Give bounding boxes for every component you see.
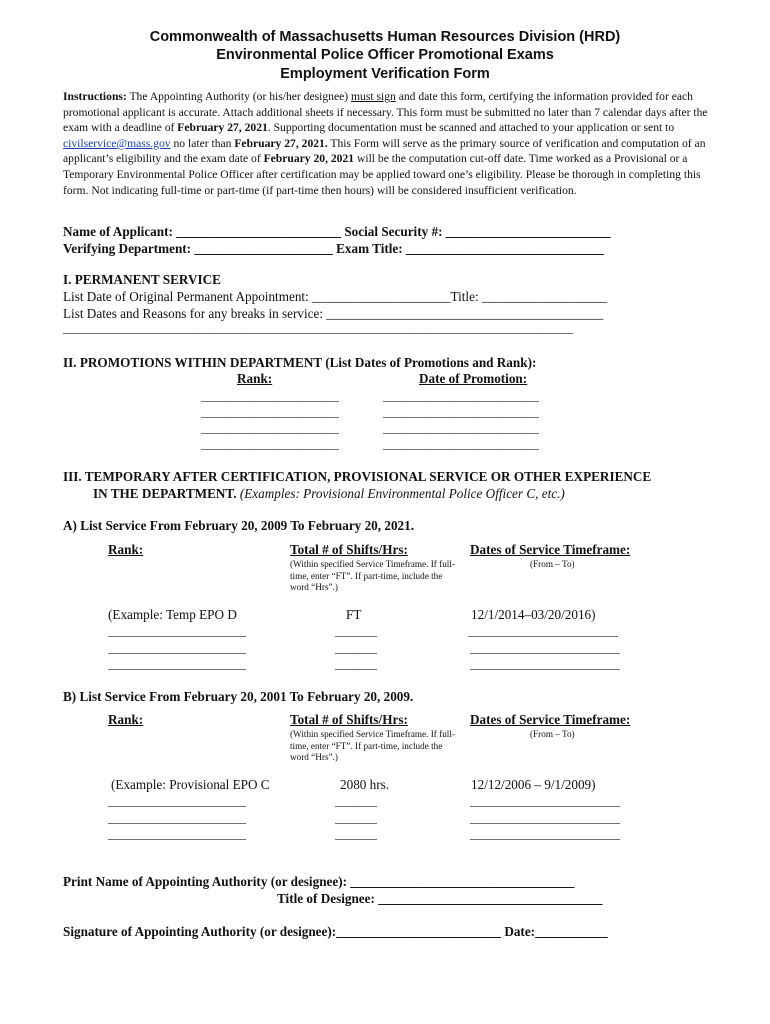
must-sign-text: must sign [351,90,396,103]
form-heading-exam: Environmental Police Officer Promotional Exams [216,47,554,63]
part-a-dates-note: (From – To) [530,559,575,569]
promotion-date-blank[interactable]: __________________________ [383,421,539,435]
promotion-date-header: Date of Promotion: [419,371,528,386]
promotion-date-blank[interactable]: __________________________ [383,389,539,403]
deadline-date: February 27, 2021 [177,121,268,135]
part-b-total-blank[interactable]: _______ [335,827,377,841]
promotion-rank-header: Rank: [237,371,273,386]
instructions-text: no later than [170,136,235,150]
promotion-date-blank[interactable]: __________________________ [383,437,539,451]
print-name-field[interactable]: Print Name of Appointing Authority (or designee): __________________________________ [63,874,575,889]
exam-date: February 20, 2021 [263,152,355,166]
promotion-rank-blank[interactable]: _______________________ [201,437,339,451]
breaks-in-service-continuation[interactable]: ________________________________________________________________________________________ [63,322,574,335]
part-b-dates-blank[interactable]: _________________________ [470,811,620,825]
part-a-rank-blank[interactable]: _______________________ [108,624,246,638]
instructions-text: The Appointing Authority (or his/her designee) [126,90,352,103]
part-b-rank-blank[interactable]: _______________________ [108,794,246,808]
part-b-rank-header: Rank: [108,712,144,727]
instructions-label: Instructions: [63,90,127,103]
part-a-example-total: FT [346,607,362,622]
part-b-example-dates: 12/12/2006 – 9/1/2009) [471,777,596,792]
section-3-title-line-2 [93,486,565,502]
instructions-text: . Supporting documentation must be scanned and attached to your application or sent to [267,121,675,135]
part-a-rank-blank[interactable]: _______________________ [108,657,246,671]
instructions-text: and date this form, certifying the information provided for each promotional applicant is accurate. Attach additional sheets if necessary. This form must be submitted no later than 7 calendar days after the exam with a deadline of [63,90,708,135]
section-2-title: II. PROMOTIONS WITHIN DEPARTMENT (List Dates of Promotions and Rank): [63,355,537,370]
section-3-examples: (Examples: Provisional Environmental Police Officer C, etc.) [236,486,565,501]
part-b-total-header: Total # of Shifts/Hrs: [290,712,408,727]
part-a-total-note: (Within specified Service Timeframe. If full-time, enter “FT”. If part-time, include the word “Hrs”.) [290,559,455,592]
part-b-total-blank[interactable]: _______ [335,811,377,825]
part-a-total-blank[interactable]: _______ [335,641,377,655]
part-b-total-blank[interactable]: _______ [335,794,377,808]
instructions-text: will be the computation cut-off date. Time worked as a Provisional or a Temporary Environmental Police Officer after certification may be applied toward one’s eligibility. Please be thorough in completing this form. Not indicating full-time or part-time (if part-time then hours) will be considered insufficient verification. [63,152,701,197]
applicant-name-ssn-field[interactable]: Name of Applicant: _________________________ Social Security #: _________________________ [63,224,611,239]
promotion-rank-blank[interactable]: _______________________ [201,421,339,435]
part-a-example-rank: (Example: Temp EPO D [108,607,237,622]
part-a-dates-blank[interactable]: _________________________ [470,641,620,655]
part-a-example-dates: 12/1/2014–03/20/2016) [471,607,596,622]
section-1-title: I. PERMANENT SERVICE [63,272,221,287]
part-a-dates-blank[interactable]: _________________________ [468,624,618,638]
breaks-in-service-field[interactable]: List Dates and Reasons for any breaks in service: __________________________________________ [63,306,604,321]
part-b-dates-header: Dates of Service Timeframe: [470,712,631,727]
designee-title-field[interactable]: Title of Designee: __________________________________ [277,891,603,906]
form-heading-agency: Commonwealth of Massachusetts Human Resources Division (HRD) [149,29,621,45]
promotion-rank-blank[interactable]: _______________________ [201,405,339,419]
section-3-title: III. TEMPORARY AFTER CERTIFICATION, PROVISIONAL SERVICE OR OTHER EXPERIENCE [63,469,652,484]
promotion-rank-blank[interactable]: _______________________ [201,389,339,403]
part-b-dates-blank[interactable]: _________________________ [470,827,620,841]
part-b-title: B) List Service From February 20, 2001 To February 20, 2009. [63,689,414,704]
section-3-title-cont: IN THE DEPARTMENT. [93,486,237,501]
part-b-dates-blank[interactable]: _________________________ [470,794,620,808]
part-a-dates-blank[interactable]: _________________________ [470,657,620,671]
part-a-total-blank[interactable]: _______ [335,657,377,671]
instructions [63,89,713,198]
department-exam-title-field[interactable]: Verifying Department: _____________________ Exam Title: ______________________________ [63,241,604,256]
part-a-dates-header: Dates of Service Timeframe: [470,542,631,557]
instructions-text: This Form will serve as the primary source of verification and computation of an applicant’s eligibility and the exam date of [63,136,706,166]
part-b-rank-blank[interactable]: _______________________ [108,827,246,841]
part-a-total-blank[interactable]: _______ [335,624,377,638]
part-a-total-header: Total # of Shifts/Hrs: [290,542,408,557]
part-b-example-total: 2080 hrs. [340,777,390,792]
part-a-rank-header: Rank: [108,542,144,557]
part-a-title: A) List Service From February 20, 2009 To February 20, 2021. [63,518,415,533]
part-b-dates-note: (From – To) [530,729,575,739]
original-appointment-field[interactable]: List Date of Original Permanent Appointment: _____________________Title: ___________________ [63,289,608,304]
part-b-example-rank: (Example: Provisional EPO C [111,777,270,792]
deadline-date-2: February 27, 2021. [234,136,328,150]
signature-date-field[interactable]: Signature of Appointing Authority (or designee):_________________________ Date:___________ [63,924,608,939]
form-title: Employment Verification Form [280,66,490,82]
part-b-rank-blank[interactable]: _______________________ [108,811,246,825]
part-a-rank-blank[interactable]: _______________________ [108,641,246,655]
email-link[interactable]: civilservice@mass.gov [63,136,171,150]
promotion-date-blank[interactable]: __________________________ [383,405,539,419]
part-b-total-note: (Within specified Service Timeframe. If full-time, enter “FT”. If part-time, include the word “Hrs”.) [290,729,455,762]
